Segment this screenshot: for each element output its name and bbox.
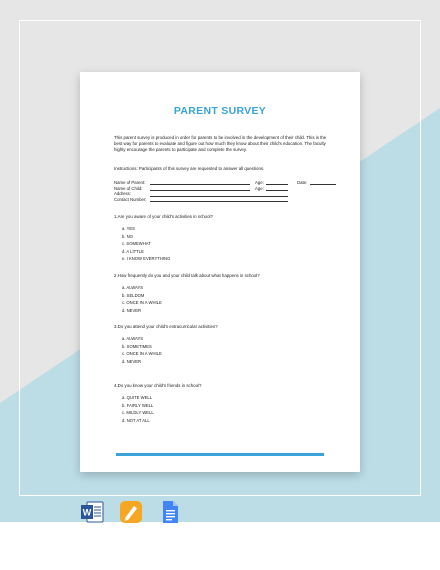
option[interactable]: c. ONCE IN A WHILE (122, 300, 162, 306)
label-name-of-parent: Name of Parent: (114, 180, 146, 185)
label-date: Date: (297, 180, 308, 185)
google-docs-icon[interactable] (158, 500, 182, 524)
option[interactable]: b. SELDOM (122, 292, 145, 298)
field-contact-number[interactable] (150, 201, 288, 202)
option[interactable]: d. NOT AT ALL (122, 417, 150, 423)
label-contact-number: Contact Number: (114, 196, 147, 202)
pages-icon[interactable] (119, 500, 143, 524)
option[interactable]: a. QUITE WELL (122, 395, 153, 400)
instructions-text: Instructions: Participants of this survey are requested to answer all questions. (114, 166, 265, 171)
option[interactable]: e. I KNOW EVERYTHING (122, 256, 171, 262)
intro-paragraph: This parent survey is produced in order for parents to be involved in the development of their child. This is the best way for parents to evaluate and figure out how much they know about their child's education. The faculty highly encourage the parents to participate and complete the survey. (114, 135, 327, 153)
question-3-options (122, 335, 162, 365)
svg-text:W: W (82, 507, 92, 518)
info-form (114, 180, 344, 202)
label-age-parent: Age: (255, 180, 264, 185)
label-address: Address: (114, 191, 131, 197)
document-title: PARENT SURVEY (173, 105, 267, 117)
document-page (80, 72, 360, 472)
option[interactable]: c. ONCE IN A WHILE (122, 351, 162, 357)
question-3: 3.Do you attend your child's extracurricular activities? (114, 324, 218, 329)
question-4: 4.Do you know your child's friends in school? (114, 383, 202, 388)
question-2-options (122, 284, 162, 314)
question-4-options (122, 394, 154, 424)
option[interactable]: a. YES (122, 226, 135, 231)
option[interactable]: d. NEVER (122, 307, 142, 313)
word-icon[interactable] (80, 500, 104, 524)
question-1-options (122, 225, 170, 263)
form-row-contact (114, 197, 344, 203)
question-1: 1.Are you aware of your child's activities in school? (114, 214, 213, 219)
option[interactable]: a. ALWAYS (122, 285, 144, 290)
option[interactable]: a. ALWAYS (122, 336, 144, 341)
label-age-child: Age: (255, 185, 264, 191)
option[interactable]: c. SOMEWHAT (122, 241, 151, 247)
footer-accent-bar (116, 453, 324, 456)
option[interactable]: b. FAIRLY WELL (122, 402, 154, 408)
option[interactable]: c. MILDLY WELL (122, 410, 154, 416)
option[interactable]: d. A LITTLE (122, 248, 144, 254)
option[interactable]: b. NO (122, 233, 133, 239)
option[interactable]: b. SOMETIMES (122, 343, 152, 349)
bottom-strip (0, 522, 440, 570)
question-2: 2.How frequently do you and your child talk about what happens in school? (114, 273, 260, 278)
label-name-of-child: Name of Child: (114, 185, 143, 191)
option[interactable]: d. NEVER (122, 358, 142, 364)
